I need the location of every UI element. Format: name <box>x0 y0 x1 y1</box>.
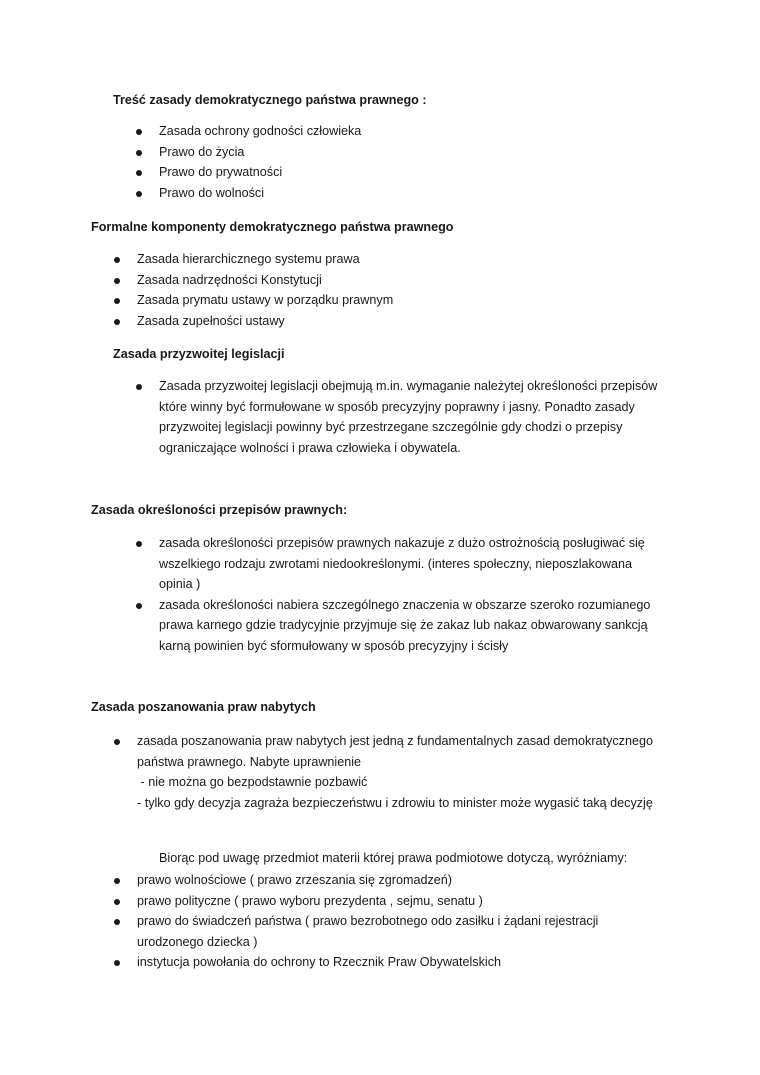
list-item-text: instytucja powołania do ochrony to Rzecznik Praw Obywatelskich <box>137 955 501 969</box>
list-okreslonosci <box>136 533 650 656</box>
list-item-text: Zasada hierarchicznego systemu prawa <box>137 252 360 266</box>
bullet-icon <box>136 150 142 156</box>
list-item <box>136 121 361 142</box>
bullet-icon <box>114 278 120 284</box>
bullet-icon <box>114 319 120 325</box>
list-item <box>114 891 598 912</box>
list-item <box>136 183 361 204</box>
heading-okreslonosci: Zasada określoności przepisów prawnych: <box>91 503 348 517</box>
list-item-line: prawa karnego gdzie tradycyjnie przyjmuje się że zakaz lub nakaz obwarowany sankcją <box>159 618 648 632</box>
list-item <box>114 311 393 332</box>
bullet-icon <box>136 170 142 176</box>
bullet-icon <box>136 603 142 609</box>
list-item-text: Prawo do prywatności <box>159 165 283 179</box>
list-item <box>136 142 361 163</box>
list-item <box>136 376 657 458</box>
list-item-line: - nie można go bezpodstawnie pozbawić <box>137 775 368 789</box>
list-formalne <box>114 249 393 331</box>
list-item-line: ograniczające wolności i prawa człowieka i obywatela. <box>159 440 461 455</box>
bullet-icon <box>114 878 120 884</box>
list-item-line: przyzwoitej legislacji powinny być przestrzegane szczególnie gdy chodzi o przepisy <box>159 420 623 434</box>
list-item-text: Zasada prymatu ustawy w porządku prawnym <box>137 293 394 307</box>
list-item-text: Zasada ochrony godności człowieka <box>159 124 362 138</box>
heading-nabytych: Zasada poszanowania praw nabytych <box>91 700 316 714</box>
bullet-icon <box>114 257 120 263</box>
list-item-text: prawo polityczne ( prawo wyboru prezydenta , sejmu, senatu ) <box>137 893 483 908</box>
list-przyzwoitej <box>136 376 657 458</box>
bullet-icon <box>114 960 120 966</box>
paragraph-podmiotowe-intro: Biorąc pod uwagę przedmiot materii której prawa podmiotowe dotyczą, wyróżniamy: <box>159 851 628 865</box>
bullet-icon <box>114 739 120 745</box>
heading-tresc: Treść zasady demokratycznego państwa prawnego : <box>113 93 427 107</box>
list-item-line: Zasada przyzwoitej legislacji obejmują m.in. wymaganie należytej określoności przepisów <box>159 379 658 393</box>
bullet-icon <box>114 919 120 925</box>
list-item-line: które winny być formułowane w sposób precyzyjny poprawny i jasny. Ponadto zasady <box>159 399 635 414</box>
list-item <box>136 162 361 183</box>
list-item-text: Zasada nadrzędności Konstytucji <box>137 272 322 287</box>
list-item <box>114 249 393 270</box>
list-item-text: Prawo do wolności <box>159 185 264 200</box>
list-item-line: - tylko gdy decyzja zagraża bezpieczeństwu i zdrowiu to minister może wygasić taką decyzję <box>137 795 653 810</box>
bullet-icon <box>136 129 142 135</box>
list-item <box>114 270 393 291</box>
list-item-line: karną powinien być sformułowany w sposób precyzyjny i ścisły <box>159 638 509 653</box>
list-item <box>136 533 650 595</box>
bullet-icon <box>114 298 120 304</box>
list-item-line: zasada określoności nabiera szczególnego znaczenia w obszarze szeroko rozumianego <box>159 597 651 612</box>
list-item-line: wszelkiego rodzaju zwrotami niedookreślonymi. (interes społeczny, nieposzlakowana <box>159 556 632 571</box>
list-item <box>114 911 598 952</box>
list-tresc <box>136 121 361 203</box>
list-item <box>114 870 598 891</box>
list-item <box>114 731 653 813</box>
list-podmiotowe <box>114 870 598 973</box>
list-item-line: zasada określoności przepisów prawnych nakazuje z dużo ostrożnością posługiwać się <box>159 536 645 550</box>
list-item-text: prawo wolnościowe ( prawo zrzeszania się zgromadzeń) <box>137 873 452 887</box>
list-item-line: państwa prawnego. Nabyte uprawnienie <box>137 754 362 769</box>
list-item-line: urodzonego dziecka ) <box>137 934 258 949</box>
bullet-icon <box>136 541 142 547</box>
bullet-icon <box>136 384 142 390</box>
list-item-line: zasada poszanowania praw nabytych jest jedną z fundamentalnych zasad demokratycznego <box>137 734 653 748</box>
heading-przyzwoitej: Zasada przyzwoitej legislacji <box>113 347 285 361</box>
bullet-icon <box>136 191 142 197</box>
bullet-icon <box>114 899 120 905</box>
list-nabytych <box>114 731 653 813</box>
list-item-line: opinia ) <box>159 577 201 591</box>
list-item-line: prawo do świadczeń państwa ( prawo bezrobotnego odo zasiłku i żądani rejestracji <box>137 914 599 928</box>
list-item <box>114 952 598 973</box>
list-item-text: Zasada zupełności ustawy <box>137 313 285 328</box>
list-item <box>114 290 393 311</box>
heading-formalne: Formalne komponenty demokratycznego państwa prawnego <box>91 220 454 234</box>
list-item-text: Prawo do życia <box>159 144 245 159</box>
list-item <box>136 595 650 657</box>
